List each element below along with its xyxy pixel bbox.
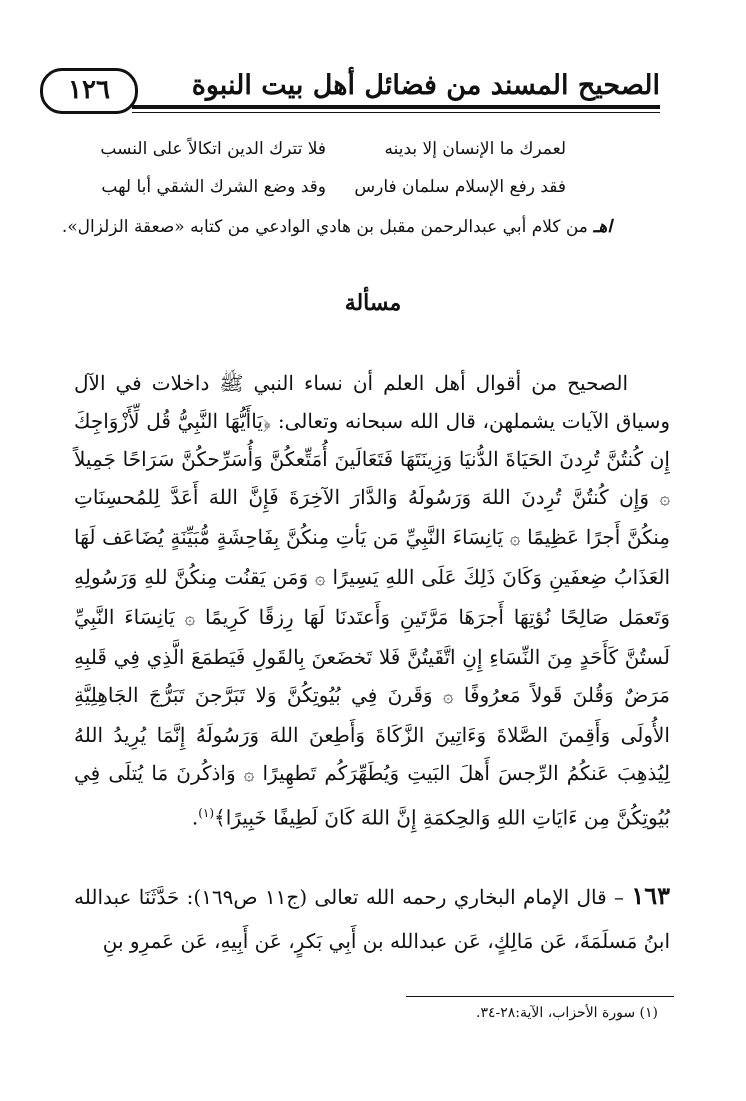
quran-ayah: وَمَن يَقنُت مِنكُنَّ للهِ وَرَسُولِهِ وَتَعمَل صَالِحًا نُؤتِهَا أَجرَهَا مَرَّتَينِ وَأَعتَدنَا لَهَا رِزقًا كَرِيمًا: [74, 565, 670, 629]
quran-ayah: ﴿يَاأَيُّهَا النَّبِيُّ قُل لِّأَزْوَاجِكَ إِن كُنتُنَّ تُرِدنَ الحَيَاةَ الدُّنيَا وَزِينَتَهَا فَتَعَالَينَ أُمَتِّعكُنَّ وَأُسَرِّحكُنَّ سَرَاحًا جَمِيلاً: [74, 409, 670, 471]
footnote: (١) سورة الأحزاب، الآية:٢٨-٣٤.: [476, 1005, 658, 1021]
page-number: ١٢٦: [40, 68, 138, 114]
ayah-separator: ۞: [243, 764, 255, 785]
source-attribution: [62, 212, 612, 242]
verse-first-half: لعمرك ما الإنسان إلا بدينه: [384, 139, 566, 159]
paragraph-intro: الصحيح من أقوال أهل العلم أن نساء النبي ﷺ داخلات في الآل وسياق الآيات يشملهن، قال الله سبحانه وتعالى:: [74, 371, 670, 433]
hadith-number: ١٦٣: [631, 881, 670, 910]
poem-verse: [100, 134, 566, 164]
hadith-text: – قال الإمام البخاري رحمه الله تعالى (ج١١ ص١٦٩): حَدَّثَنَا عبدالله ابنُ مَسلَمَةَ، عَن مَالِكٍ، عَن عبدالله بن أَبِي بَكرٍ، عَن أَبِيهِ، عَن عَمرِو بنِ: [74, 885, 670, 953]
quran-ayah: وَاذكُرنَ مَا يُتلَى فِي بُيُوتِكُنَّ مِن ءَايَاتِ اللهِ وَالحِكمَةِ إِنَّ اللهَ كَانَ لَطِيفًا خَبِيرًا﴾: [74, 761, 670, 830]
running-title: الصحيح المسند من فضائل أهل بيت النبوة: [191, 70, 660, 101]
source-text: من كلام أبي عبدالرحمن مقبل بن هادي الوادعي من كتابه «صعقة الزلزال».: [61, 217, 588, 237]
verse-second-half: وقد وضع الشرك الشقي أبا لهب: [101, 177, 326, 197]
ayah-separator: ۞: [315, 568, 326, 589]
hadith-paragraph: [74, 874, 670, 963]
ayah-separator: ۞: [659, 488, 670, 509]
ayah-separator: ۞: [184, 608, 196, 629]
section-heading: مسألة: [344, 290, 402, 316]
footnote-rule: [406, 996, 674, 997]
ayah-separator: ۞: [442, 686, 454, 707]
verse-second-half: فلا تترك الدين اتكالاً على النسب: [100, 139, 326, 159]
page-header: [40, 62, 660, 122]
quran-ayah: وَقَرنَ فِي بُيُوتِكُنَّ وَلا تَبَرَّجنَ تَبَرُّجَ الجَاهِلِيَّةِ الأُولَى وَأَقِمنَ الصَّلاةَ وَءَاتِينَ الزَّكَاةَ وَأَطِعنَ اللهَ وَرَسُولَهُ إِنَّمَا يُرِيدُ اللهُ لِيُذهِبَ عَنكُمُ الرِّجسَ أَهلَ البَيتِ وَيُطَهِّرَكُم تَطهِيرًا: [74, 683, 670, 785]
quran-ayah: وَإِن كُنتُنَّ تُرِدنَ اللهَ وَرَسُولَهُ وَالدَّارَ الآخِرَةَ فَإِنَّ اللهَ أَعَدَّ لِلمُحسِنَاتِ مِنكُنَّ أَجرًا عَظِيمًا: [74, 485, 671, 549]
quran-ayah: يَانِسَاءَ النَّبِيِّ لَستُنَّ كَأَحَدٍ مِنَ النِّسَاءِ إِنِ اتَّقَيتُنَّ فَلا تَخضَعنَ بِالقَولِ فَيَطمَعَ الَّذِي فِي قَلبِهِ مَرَضٌ وَقُلنَ قَولاً مَعرُوفًا: [74, 605, 671, 707]
header-rule: [132, 105, 660, 109]
header-rule-thin: [132, 112, 660, 113]
poem-verse: [101, 172, 566, 202]
ayah-separator: ۞: [509, 528, 521, 549]
body-paragraph: [74, 364, 670, 837]
verse-first-half: فقد رفع الإسلام سلمان فارس: [354, 177, 566, 197]
paragraph-end: .: [191, 805, 199, 830]
footnote-reference[interactable]: (١): [198, 806, 215, 820]
quran-ayah: يَانِسَاءَ النَّبِيِّ مَن يَأتِ مِنكُنَّ بِفَاحِشَةٍ مُّبَيِّنَةٍ يُضَاعَف لَهَا العَذَابُ ضِعفَينِ وَكَانَ ذَلِكَ عَلَى اللهِ يَسِيرًا: [74, 525, 671, 589]
source-abbrev: اهـ: [593, 217, 612, 237]
